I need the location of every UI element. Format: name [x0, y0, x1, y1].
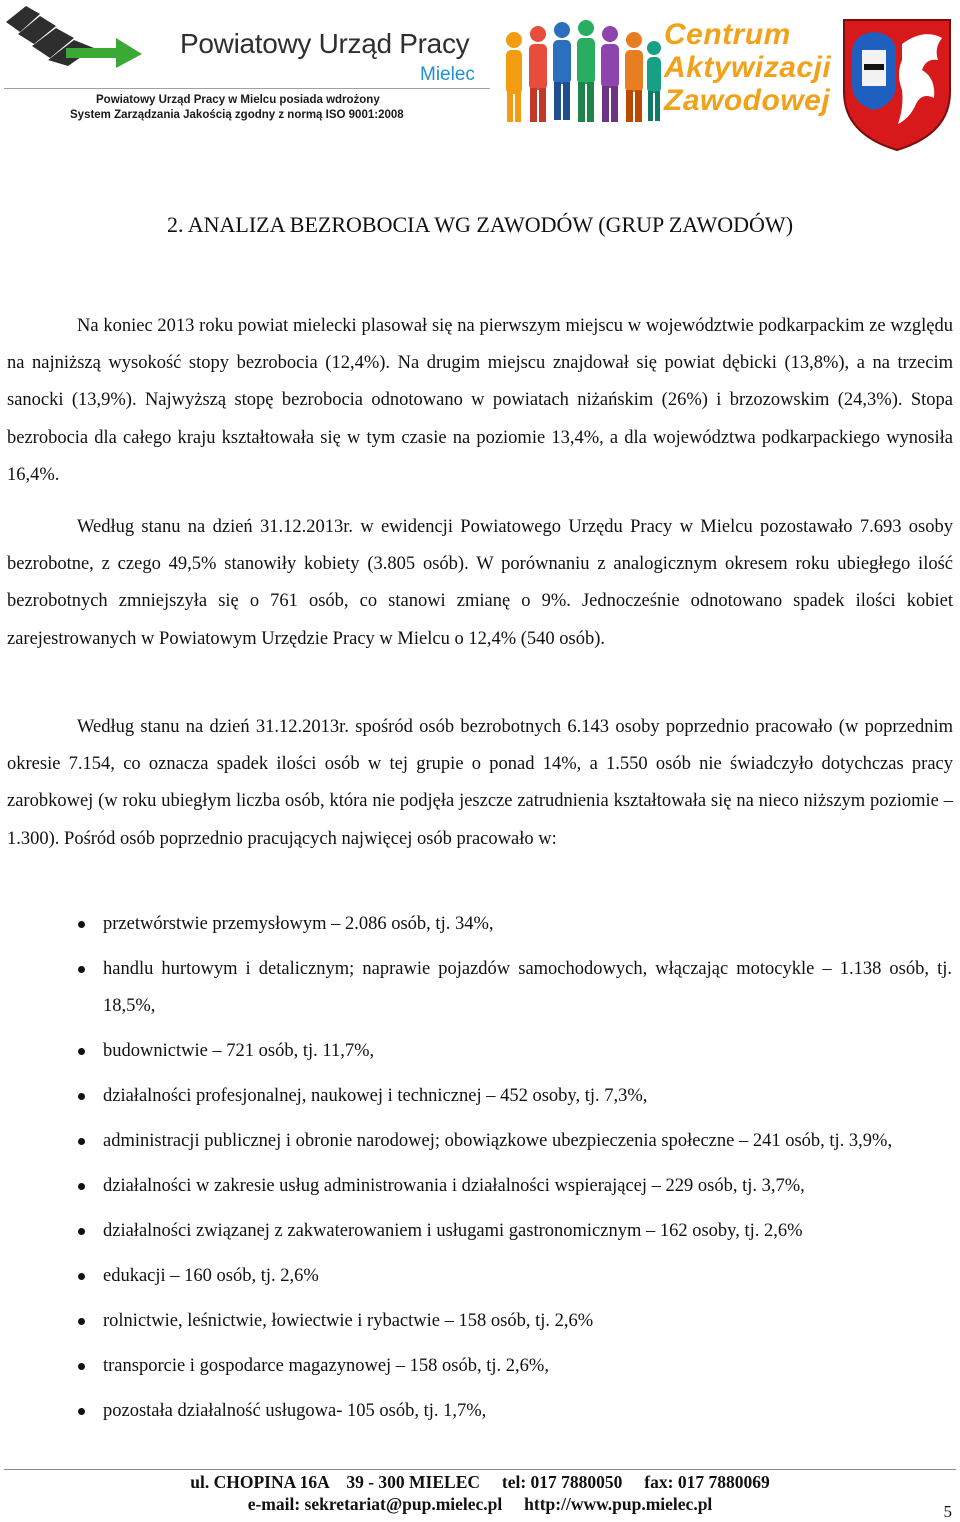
list-item [0, 1168, 960, 1205]
cez-logo [664, 18, 831, 117]
iso-note-line2: System Zarządzania Jakością zgodny z normą ISO 9001:2008 [70, 109, 404, 121]
list-item [0, 906, 960, 943]
brand-city: Mielec [420, 64, 475, 85]
list-item [0, 1348, 960, 1385]
list-item-text: budownictwie – 721 osób, tj. 11,7%, [103, 1041, 375, 1061]
list-item-text: przetwórstwie przemysłowym – 2.086 osób, tj. 34%, [103, 914, 494, 934]
list-item [0, 1033, 960, 1070]
cez-line-2: Aktywizacji [664, 51, 832, 84]
header-divider [4, 88, 490, 89]
paragraph-1-text: Na koniec 2013 roku powiat mielecki plasował się na pierwszym miejscu w województwie podkarpackim ze względu na najniższą wysokość stopy bezrobocia (12,4%). Na drugim miejscu znajdował się powiat dębicki (13,8%), a na trzecim sanocki (13,9%). Najwyższą stopę bezrobocia odnotowano w powiatach niżańskim (26%) i brzozowskim (24,3%). Stopa bezrobocia dla całego kraju kształtowała się w tym czasie na poziomie 13,4%, a dla województwa podkarpackiego wynosiła 16,4%. [7, 316, 953, 485]
list-item-text: działalności związanej z zakwaterowaniem i usługami gastronomicznym – 162 osoby, tj. 2,6% [103, 1221, 803, 1241]
bullet-icon [78, 1408, 85, 1415]
bullet-icon [78, 1093, 85, 1100]
people-silhouettes-icon [496, 18, 664, 124]
list-item-text: działalności profesjonalnej, naukowej i technicznej – 452 osoby, tj. 7,3%, [103, 1086, 648, 1106]
footer-contact: e-mail: sekretariat@pup.mielec.pl http://www.pup.mielec.pl [247, 1494, 713, 1514]
list-item-text: edukacji – 160 osób, tj. 2,6% [103, 1266, 319, 1286]
list-item-text: pozostała działalność usługowa- 105 osób, tj. 1,7%, [103, 1401, 487, 1421]
industry-list [0, 906, 960, 1438]
list-item-text: administracji publicznej i obronie narodowej; obowiązkowe ubezpieczenia społeczne – 241 osób, tj. 3,9%, [103, 1131, 893, 1151]
bullet-icon [78, 1048, 85, 1055]
bullet-icon [78, 1318, 85, 1325]
paragraph-3-text: Według stanu na dzień 31.12.2013r. spośród osób bezrobotnych 6.143 osoby poprzednio pracowało (w poprzednim okresie 7.154, co oznacza spadek ilości osób w tej grupie o ponad 14%, a 1.550 osób nie świadczyło dotychczas pracy zarobkowej (w roku ubiegłym liczba osób, która nie podjęła jeszcze zatrudnienia kształtowała się na nieco niższym poziomie – 1.300). Pośród osób poprzednio pracujących najwięcej osób pracowało w: [7, 717, 953, 849]
page-number: 5 [943, 1502, 952, 1521]
bullet-icon [78, 1138, 85, 1145]
bullet-icon [78, 1183, 85, 1190]
list-item [0, 1213, 960, 1250]
section-heading: 2. ANALIZA BEZROBOCIA WG ZAWODÓW (GRUP ZAWODÓW) [166, 212, 794, 237]
bullet-icon [78, 1228, 85, 1235]
list-item-text: działalności w zakresie usług administrowania i działalności wspierającej – 229 osób, tj. 3,7%, [103, 1176, 805, 1196]
list-item-text: rolnictwie, leśnictwie, łowiectwie i rybactwie – 158 osób, tj. 2,6% [103, 1311, 594, 1331]
list-item [0, 1258, 960, 1295]
paragraph-2-text: Według stanu na dzień 31.12.2013r. w ewidencji Powiatowego Urzędu Pracy w Mielcu pozostawało 7.693 osoby bezrobotne, z czego 49,5% stanowiły kobiety (3.805 osób). W porównaniu z analogicznym okresem roku ubiegłego ilość bezrobotnych zmniejszyła się o 761 osób, co stanowi zmianę o 9%. Jednocześnie odnotowano spadek ilości kobiet zarejestrowanych w Powiatowym Urzędzie Pracy w Mielcu o 12,4% (540 osób). [7, 517, 953, 649]
list-item-text: transporcie i gospodarce magazynowej – 158 osób, tj. 2,6%, [103, 1356, 549, 1376]
list-item [0, 1393, 960, 1430]
iso-note-line1: Powiatowy Urząd Pracy w Mielcu posiada wdrożony [96, 94, 380, 106]
footer-divider [4, 1469, 956, 1470]
pup-arrows-logo-icon [4, 4, 144, 68]
footer-address: ul. CHOPINA 16A 39 - 300 MIELEC tel: 017 7880050 fax: 017 7880069 [190, 1472, 770, 1492]
brand-title: Powiatowy Urząd Pracy [180, 28, 470, 59]
bullet-icon [78, 1273, 85, 1280]
paragraph-2 [7, 509, 953, 658]
paragraph-3 [7, 709, 953, 858]
page-header [0, 0, 960, 160]
list-item [0, 951, 960, 1025]
cez-line-1: Centrum [664, 18, 791, 51]
list-item [0, 1078, 960, 1115]
list-item [0, 1303, 960, 1340]
cez-line-3: Zawodowej [664, 84, 831, 117]
list-item-text: handlu hurtowym i detalicznym; naprawie pojazdów samochodowych, włączając motocykle – 1.138 osób, tj. 18,5%, [103, 959, 952, 1016]
bullet-icon [78, 921, 85, 928]
bullet-icon [78, 1363, 85, 1370]
county-crest-icon [838, 14, 956, 154]
paragraph-1 [7, 308, 953, 494]
list-item [0, 1123, 960, 1160]
bullet-icon [78, 966, 85, 973]
